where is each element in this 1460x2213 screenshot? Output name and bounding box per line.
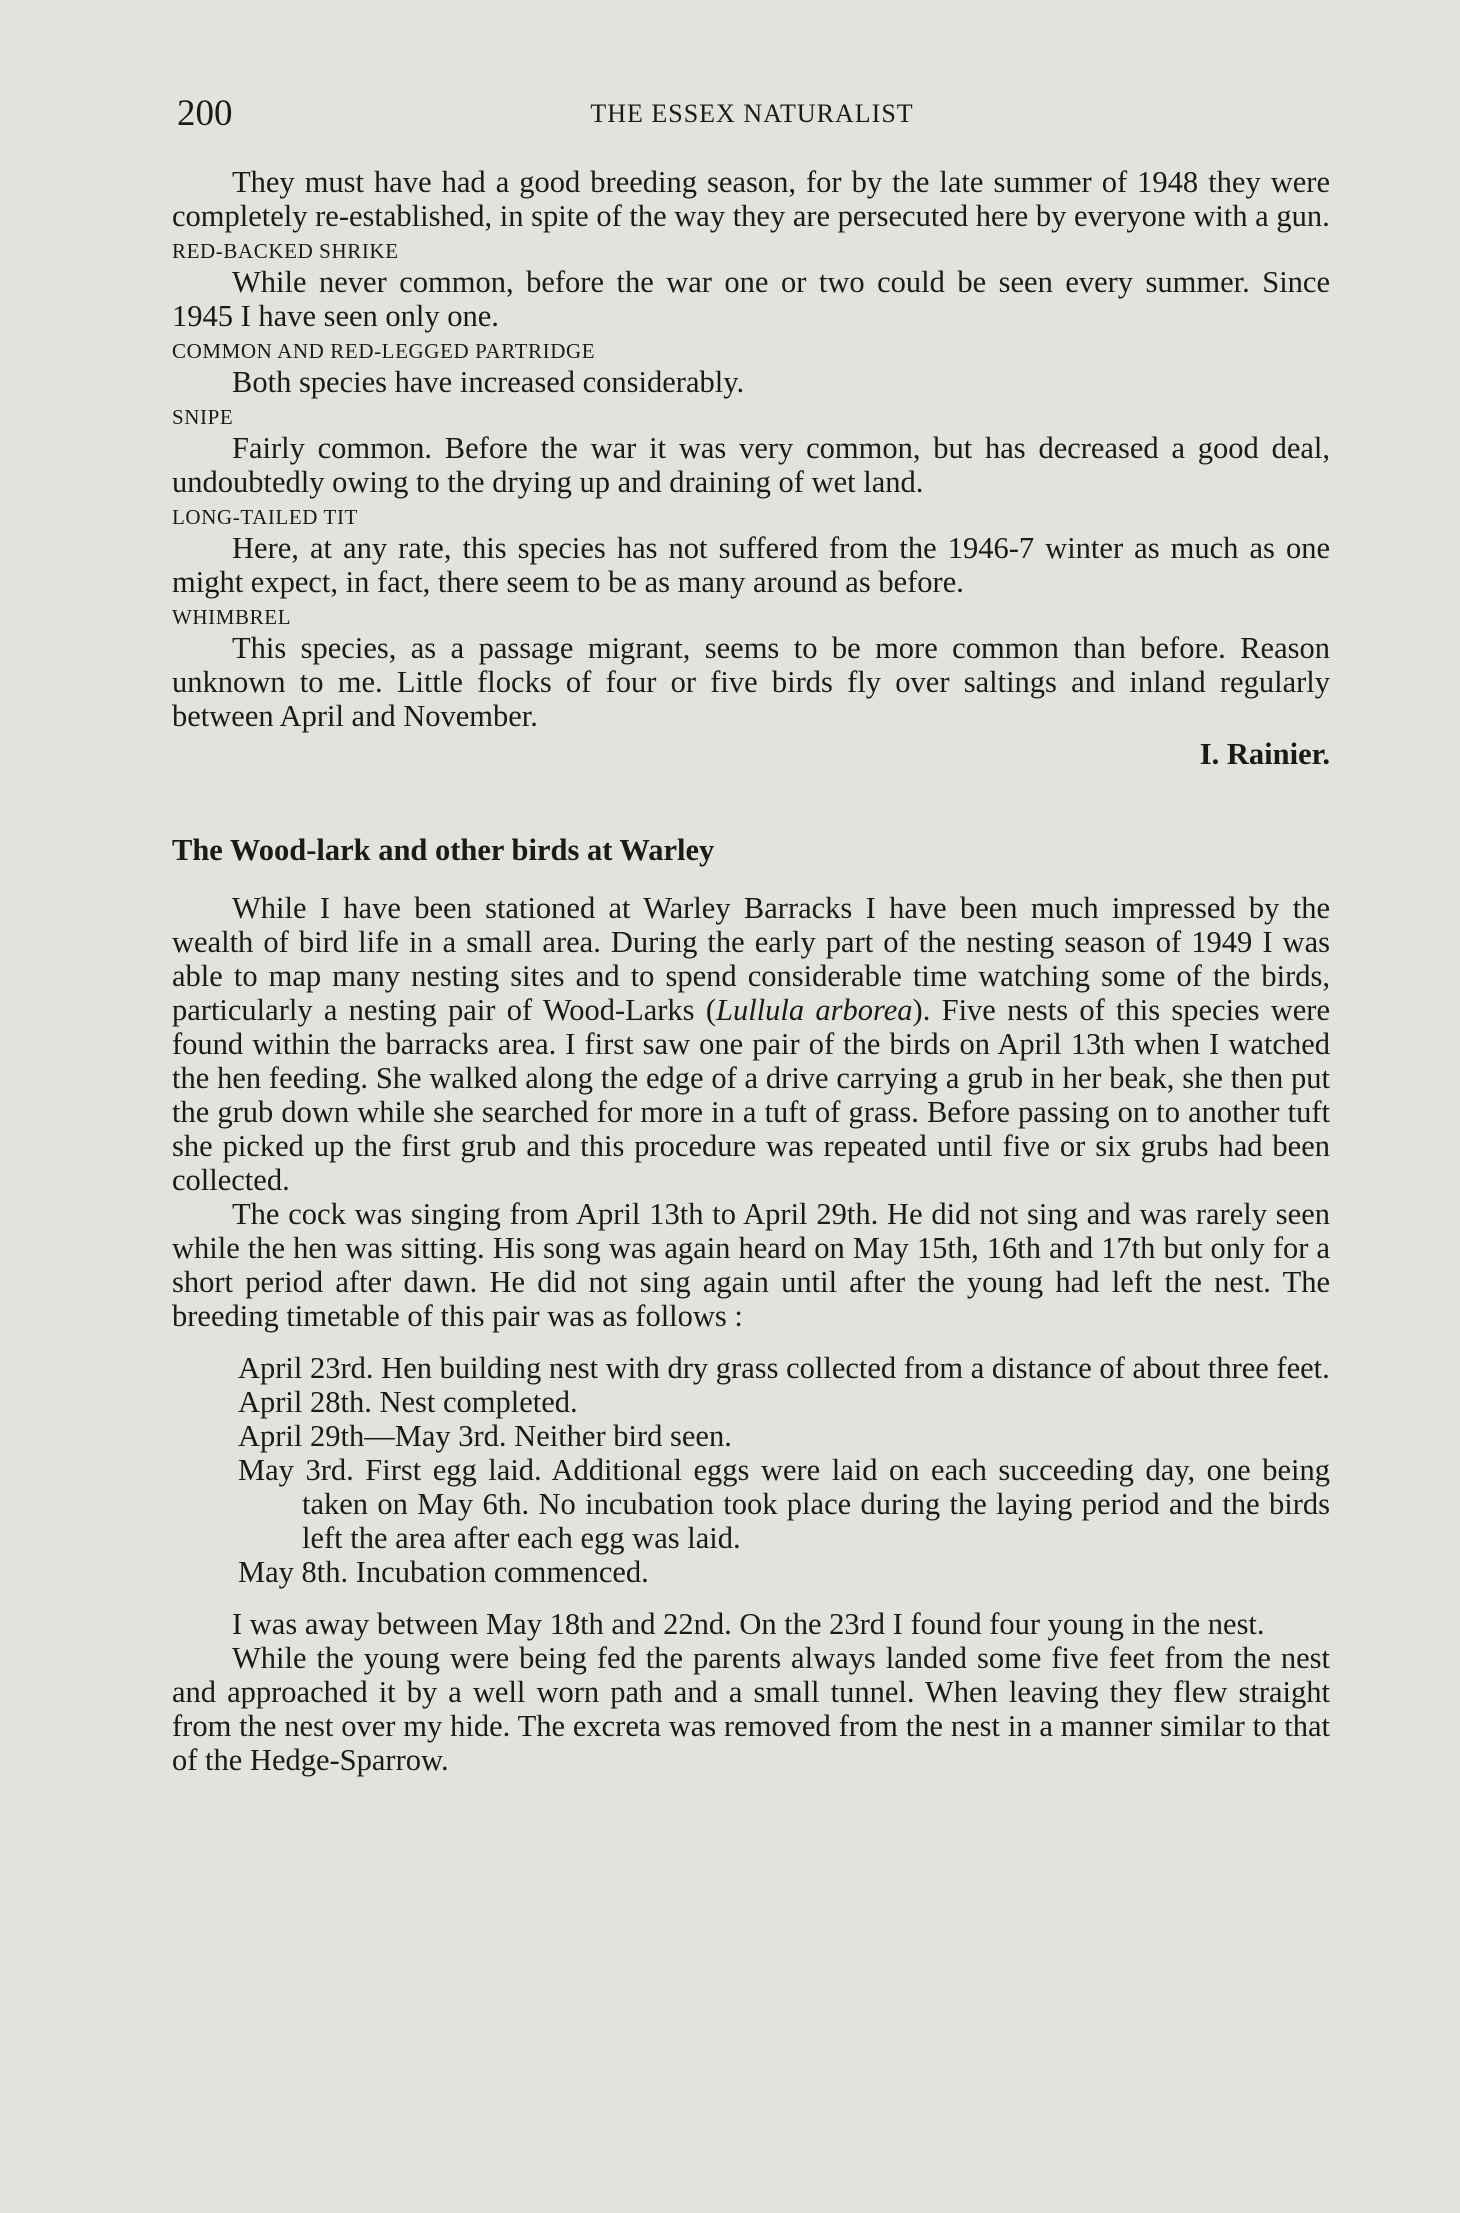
timetable-entry xyxy=(172,1419,1330,1453)
timetable-date: May 3rd. xyxy=(238,1453,354,1487)
timetable-date: April 28th. xyxy=(238,1385,372,1419)
species-heading: LONG-TAILED TIT xyxy=(172,505,358,529)
timetable-event: Incubation commenced. xyxy=(355,1555,649,1589)
author-signature: I. Rainier. xyxy=(1199,737,1330,771)
species-entry-partridge xyxy=(172,337,1330,399)
timetable-event: First egg laid. Additional eggs were laid on each succeeding day, one being taken on May 6th. No incubation took place during the laying period and the birds left the area after each egg was laid. xyxy=(302,1453,1330,1555)
article-paragraph: I was away between May 18th and 22nd. On the 23rd I found four young in the nest. xyxy=(232,1607,1265,1641)
breeding-timetable xyxy=(172,1351,1330,1589)
timetable-date: May 8th. xyxy=(238,1555,349,1589)
timetable-entry xyxy=(172,1555,1330,1589)
timetable-event: Neither bird seen. xyxy=(514,1419,732,1453)
species-heading: WHIMBREL xyxy=(172,605,292,629)
timetable-event: Nest completed. xyxy=(379,1385,578,1419)
body-text xyxy=(172,165,1330,1777)
species-entry-whimbrel xyxy=(172,603,1330,733)
page-number: 200 xyxy=(177,93,233,134)
timetable-entry xyxy=(172,1453,1330,1555)
species-heading: RED-BACKED SHRIKE xyxy=(172,239,399,263)
paragraph-text: While I have been stationed at Warley Barracks I have been much impressed by the wealth of bird life in a small area. During the early part of the nesting season of 1949 I was able to map many nesting sites and to spend considerable time watching some of the birds, particularly a nesting pair of Wood-Larks ( xyxy=(172,891,1330,1027)
article-paragraph xyxy=(172,891,1330,1197)
species-text: Both species have increased considerably. xyxy=(232,365,745,399)
species-heading: COMMON AND RED-LEGGED PARTRIDGE xyxy=(172,339,596,363)
article-title: The Wood-lark and other birds at Warley xyxy=(172,833,715,867)
species-entry-snipe xyxy=(172,403,1330,499)
timetable-date: April 29th—May 3rd. xyxy=(238,1419,507,1453)
paragraph-text: ). Five nests of this species were found within the barracks area. I first saw one pair of the birds on April 13th when I watched the hen feeding. She walked along the edge of a drive carrying a grub in her beak, she then put the grub down while she searched for more in a tuft of grass. Before passing on to another tuft she picked up the first grub and this procedure was repeated until five or six grubs had been collected. xyxy=(172,993,1331,1197)
species-text: Fairly common. Before the war it was very common, but has decreased a good deal, undoubtedly owing to the drying up and draining of wet land. xyxy=(172,431,1330,499)
species-heading: SNIPE xyxy=(172,405,234,429)
species-text: Here, at any rate, this species has not suffered from the 1946-7 winter as much as one might expect, in fact, there seem to be as many around as before. xyxy=(172,531,1330,599)
article-paragraph: While the young were being fed the parents always landed some five feet from the nest and approached it by a well worn path and a small tunnel. When leaving they flew straight from the nest over my hide. The excreta was removed from the nest in a manner similar to that of the Hedge-Sparrow. xyxy=(172,1641,1330,1777)
timetable-entry xyxy=(172,1351,1330,1385)
scientific-name: Lullula arborea xyxy=(715,993,913,1027)
timetable-date: April 23rd. xyxy=(238,1351,374,1385)
article-paragraph: The cock was singing from April 13th to April 29th. He did not sing and was rarely seen while the hen was sitting. His song was again heard on May 15th, 16th and 17th but only for a short period after dawn. He did not sing again until after the young had left the nest. The breeding timetable of this pair was as follows : xyxy=(172,1197,1330,1333)
timetable-event: Hen building nest with dry grass collected from a distance of about three feet. xyxy=(381,1351,1330,1385)
journal-title: THE ESSEX NATURALIST xyxy=(590,99,914,128)
species-entry-long-tailed-tit xyxy=(172,503,1330,599)
intro-paragraph: They must have had a good breeding season, for by the late summer of 1948 they were completely re-established, in spite of the way they are persecuted here by everyone with a gun. xyxy=(172,165,1330,233)
timetable-entry xyxy=(172,1385,1330,1419)
species-text: This species, as a passage migrant, seems to be more common than before. Reason unknown to me. Little flocks of four or five birds fly over saltings and inland regularly between April and November. xyxy=(172,631,1330,733)
running-head xyxy=(177,92,1327,142)
species-entry-red-backed-shrike xyxy=(172,237,1330,333)
species-text: While never common, before the war one or two could be seen every summer. Since 1945 I have seen only one. xyxy=(172,265,1330,333)
